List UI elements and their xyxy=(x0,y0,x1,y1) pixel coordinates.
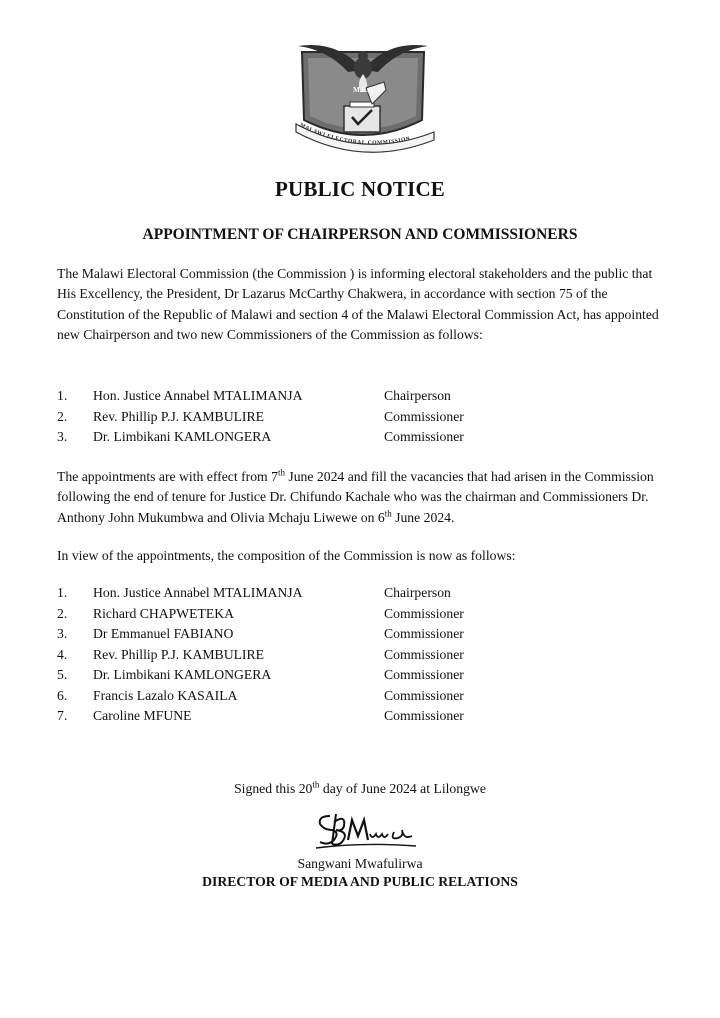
signed-line xyxy=(0,781,720,797)
appointee-role: Commissioner xyxy=(384,408,464,424)
member-name: Rev. Phillip P.J. KAMBULIRE xyxy=(93,646,264,662)
list-item xyxy=(57,604,677,625)
effect-text-2: June 2024 and fill the vacancies that had arisen in the Commission following the end of tenure for Justice Dr. Chifundo Kachale who was the chairman and Commissioners Dr. Anthony John Mukumbwa and Olivia Mchaju Liwewe on 6 xyxy=(57,469,654,525)
member-role: Commissioner xyxy=(384,667,464,682)
signed-text-2: day of June 2024 at Lilongwe xyxy=(319,781,486,796)
effect-sup-2: th xyxy=(384,508,392,519)
item-number: 1. xyxy=(57,388,68,403)
list-item xyxy=(57,686,677,707)
member-role: Commissioner xyxy=(384,708,464,723)
appointments-list xyxy=(57,386,677,448)
intro-paragraph: The Malawi Electoral Commission (the Commission ) is informing electoral stakeholders and the public that His Excellency, the President, Dr Lazarus McCarthy Chakwera, in accordance with section 75 of the Constitution of the Republic of Malawi and section 4 of the Malawi Electoral Commission Act, has appointed new Chairperson and two new Commissioners of the Commission as follows: xyxy=(57,266,659,342)
emblem-ring-text: MALAWI ELECTORAL COMMISSION xyxy=(298,122,412,147)
member-role: Chairperson xyxy=(384,585,451,600)
signatory-title: DIRECTOR OF MEDIA AND PUBLIC RELATIONS xyxy=(202,874,518,889)
effect-sup-1: th xyxy=(277,467,285,478)
notice-subtitle: APPOINTMENT OF CHAIRPERSON AND COMMISSIONERS xyxy=(142,226,578,243)
list-item xyxy=(57,624,677,645)
appointee-name: Rev. Phillip P.J. KAMBULIRE xyxy=(93,408,264,424)
member-role: Commissioner xyxy=(384,605,464,621)
item-number: 6. xyxy=(57,687,68,703)
composition-intro: In view of the appointments, the composition of the Commission is now as follows: xyxy=(57,548,516,563)
mec-emblem-icon xyxy=(288,32,438,162)
item-number: 5. xyxy=(57,667,68,682)
list-item xyxy=(57,386,677,407)
member-role: Commissioner xyxy=(384,687,464,703)
handwritten-signature xyxy=(312,806,422,852)
notice-title: PUBLIC NOTICE xyxy=(274,177,446,201)
emblem-initials: M.E.C xyxy=(353,86,373,94)
member-name: Dr Emmanuel FABIANO xyxy=(93,626,234,641)
member-name: Caroline MFUNE xyxy=(93,708,192,723)
appointee-role: Chairperson xyxy=(384,388,451,403)
item-number: 1. xyxy=(57,585,68,600)
appointee-name: Hon. Justice Annabel MTALIMANJA xyxy=(93,388,303,403)
item-number: 2. xyxy=(57,605,68,621)
composition-list xyxy=(57,583,677,727)
signatory-name: Sangwani Mwafulirwa xyxy=(297,856,423,871)
item-number: 7. xyxy=(57,708,68,723)
list-item xyxy=(57,706,677,727)
list-item xyxy=(57,665,677,686)
member-role: Commissioner xyxy=(384,646,464,662)
item-number: 2. xyxy=(57,408,68,424)
signed-text-1: Signed this 20 xyxy=(234,781,313,796)
signed-sup: th xyxy=(312,779,320,790)
effect-text-1: The appointments are with effect from 7 xyxy=(57,469,278,484)
member-name: Richard CHAPWETEKA xyxy=(93,605,235,621)
member-name: Hon. Justice Annabel MTALIMANJA xyxy=(93,585,303,600)
member-role: Commissioner xyxy=(384,626,464,641)
effect-text-3: June 2024. xyxy=(391,509,455,525)
list-item xyxy=(57,427,677,448)
list-item xyxy=(57,645,677,666)
item-number: 4. xyxy=(57,646,68,662)
appointee-name: Dr. Limbikani KAMLONGERA xyxy=(93,429,272,444)
effect-paragraph xyxy=(57,467,669,528)
item-number: 3. xyxy=(57,626,68,641)
list-item xyxy=(57,583,677,604)
appointee-role: Commissioner xyxy=(384,429,464,444)
member-name: Dr. Limbikani KAMLONGERA xyxy=(93,667,272,682)
item-number: 3. xyxy=(57,429,68,444)
member-name: Francis Lazalo KASAILA xyxy=(93,687,238,703)
list-item xyxy=(57,407,677,428)
